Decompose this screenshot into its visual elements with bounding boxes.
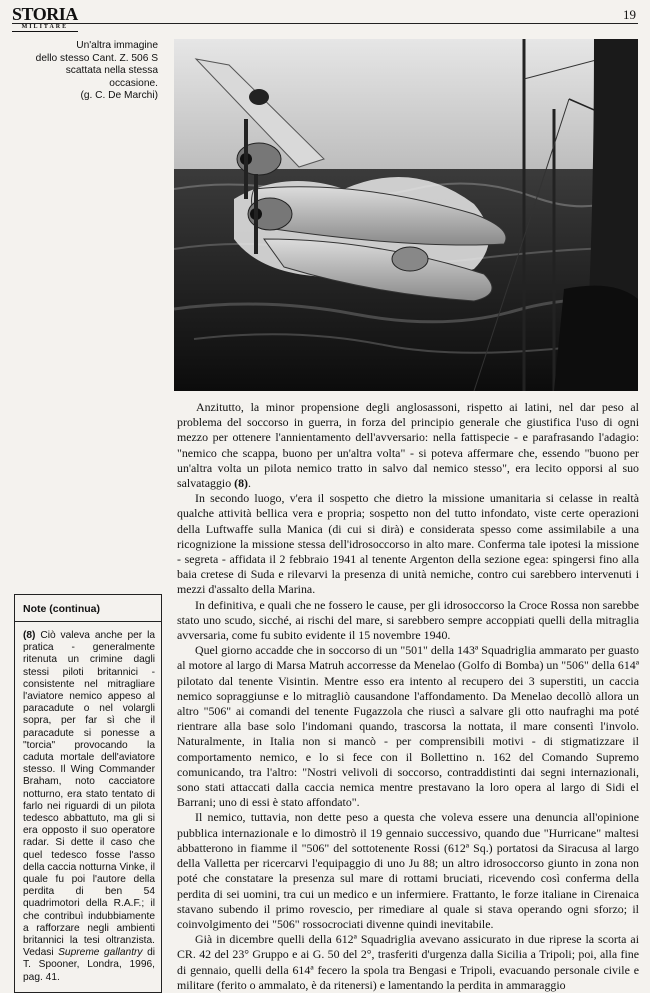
- note-text-part: di T. Spooner, Londra, 1996, pag. 41.: [23, 947, 155, 983]
- caption-line: dello stesso Cant. Z. 506 S: [35, 52, 158, 64]
- note-ref: (8): [234, 476, 248, 491]
- paragraph-text: .: [248, 476, 251, 491]
- photo-caption: [20, 40, 158, 103]
- paragraph: In definitiva, e quali che ne fossero le cause, per gli idrosoccorso la Croce Rossa non sarebbe stato uno scudo, sicché, ai rischi del mare, si sarebbero sempre accoppiati quelli della mitraglia avversaria, come fu subito evidente il 15 novembre 1940.: [177, 597, 639, 643]
- notes-box: [14, 594, 162, 993]
- page-number: 19: [623, 7, 636, 22]
- caption-line: scattata nella stessa occasione.: [65, 65, 158, 89]
- paragraph-text: Anzitutto, la minor propensione degli anglosassoni, rispetto ai latini, nel dar peso al problema del soccorso in guerra, in forza del principio generale che giustifica l'uso di ogni mezzo per ottenere l'annientamento dell'avversario: nella fattispecie - e parafrasando l'adagio: "nemico che scappa, buono per un'altra volta" - si poteva affermare che, essendo "buono per un'altra volta un pilota nemico tratto in salvo dal nemico stesso", era lecito opporsi al suo salvataggio: [177, 400, 639, 491]
- paragraph: Il nemico, tuttavia, non dette peso a questa che voleva essere una denuncia all'opinione pubblica internazionale e lo dimostrò il 19 gennaio successivo, quando due "Hurricane" maltesi abbatterono in fiamme il "506" del sottotenente Rossi (612ª Sq.) portatosi da Siracusa al largo della Valletta per ricercarvi l'equipaggio di uno Ju 88; un altro idrosoccorso giunto in zona non poté che constatare la presenza sul mare di rottami bruciati, ricevendo così conferma della perdita di sei uomini, tra cui un medico e un infermiere. Frattanto, le forze italiane in Cirenaica stavano subendo il primo rovescio, per rimediare al quale si stava operando ogni sforzo; il coinvolgimento dei "506" rossocrociati divenne quindi inevitabile.: [177, 810, 639, 931]
- note-number: (8): [23, 630, 36, 641]
- logo-sub: MILITARE: [12, 23, 78, 32]
- paragraph: [177, 400, 639, 491]
- paragraph: Quel giorno accadde che in soccorso di un "501" della 143ª Squadriglia ammarato per guasto al motore al largo di Marsa Matruh accorresse da Menelao (Golfo di Bomba) un "506" della 614ª pilotato dal tenente Visintin. Mentre esso era intento al recupero dei 3 superstiti, un caccia nemico sopraggiunse e lo mitragliò causandone l'affondamento. Da Menelao decollò allora un altro "506" ai comandi del tenente Fugazzola che riuscì a salvare gli otto naufraghi ma poté rientrare alla base solo l'indomani quando, trascorsa la nottata, il mare consentì l'involo. Naturalmente, in Italia non si mancò - per comprensibili motivi - di stigmatizzare il comportamento nemico, e lo si fece con il Bollettino n. 162 del Comando Supremo comunicando, tra l'altro: "Nostri velivoli di soccorso, contraddistinti dai segni internazionali, sono stati attaccati dalla caccia nemica mentre prestavano la loro opera al largo di Sidi el Barrani; uno di essi è stato affondato".: [177, 643, 639, 810]
- logo-main: STORIA: [12, 4, 78, 24]
- note-italic-title: Supreme gallantry: [58, 947, 143, 959]
- caption-line: Un'altra immagine: [76, 40, 158, 51]
- article-body: [177, 400, 639, 993]
- header-rule: [12, 23, 638, 24]
- paragraph: Già in dicembre quelli della 612ª Squadriglia avevano assicurato in due riprese la scorta ai CR. 42 del 23° Gruppo e ai G. 50 del 2°, trasferiti d'urgenza dalla Sicilia a Tripoli; poi, alla fine di gennaio, quelli della 614ª fecero la spola tra Bengasi e Tripoli, evacuando personale civile e militare (ferito o ammalato, è da ritenersi) e lamentando la perdita in ammaraggio: [177, 932, 639, 992]
- caption-credit: (g. C. De Marchi): [80, 90, 158, 101]
- paragraph: In secondo luogo, v'era il sospetto che dietro la missione umanitaria si celasse in realtà qualche attività bellica vera e propria; sospetto non del tutto infondato, viste certe operazioni della Luftwaffe sulla Manica (di cui si dirà) e considerata spesso come assimilabile a una ricognizione la missione stessa dell'idrosoccorso in alto mare. Conferma tale ipotesi la missione - segreta - affidata il 2 febbraio 1941 al tenente Argenton della sezione egea: spingersi fino alla baia cretese di Suda e rilevarvi la presenza di unità nemiche, contro cui sarebbero intervenuti i mezzi d'assalto della Marina.: [177, 491, 639, 597]
- note-text: [15, 622, 161, 992]
- notes-title: Note (continua): [15, 595, 161, 622]
- magazine-logo: [12, 6, 78, 32]
- note-text-part: Ciò valeva anche per la pratica - generalmente ritenuta un crimine dagli stessi piloti britannici - consistente nel mitragliare l'aviatore nemico appeso al paracadute o nel volargli sopra, per far sì che il paracadute si ponesse a "torcia" provocando la caduta mortale dell'aviatore stesso. Il Wing Commander Braham, noto cacciatore notturno, era stato tentato di farlo nei riguardi di un pilota tedesco abbattuto, ma gli si era opposto il suo operatore radar. Si dette il caso che quel tedesco fosse l'asso della caccia notturna Vinke, il quale fu poi l'autore della perdita di ben 54 quadrimotori della R.A.F.; il che contribuì indubbiamente a rafforzare negli ambienti britannici la tesi oltranzista. Vedasi: [23, 630, 155, 959]
- seaplane-photo: [174, 39, 638, 391]
